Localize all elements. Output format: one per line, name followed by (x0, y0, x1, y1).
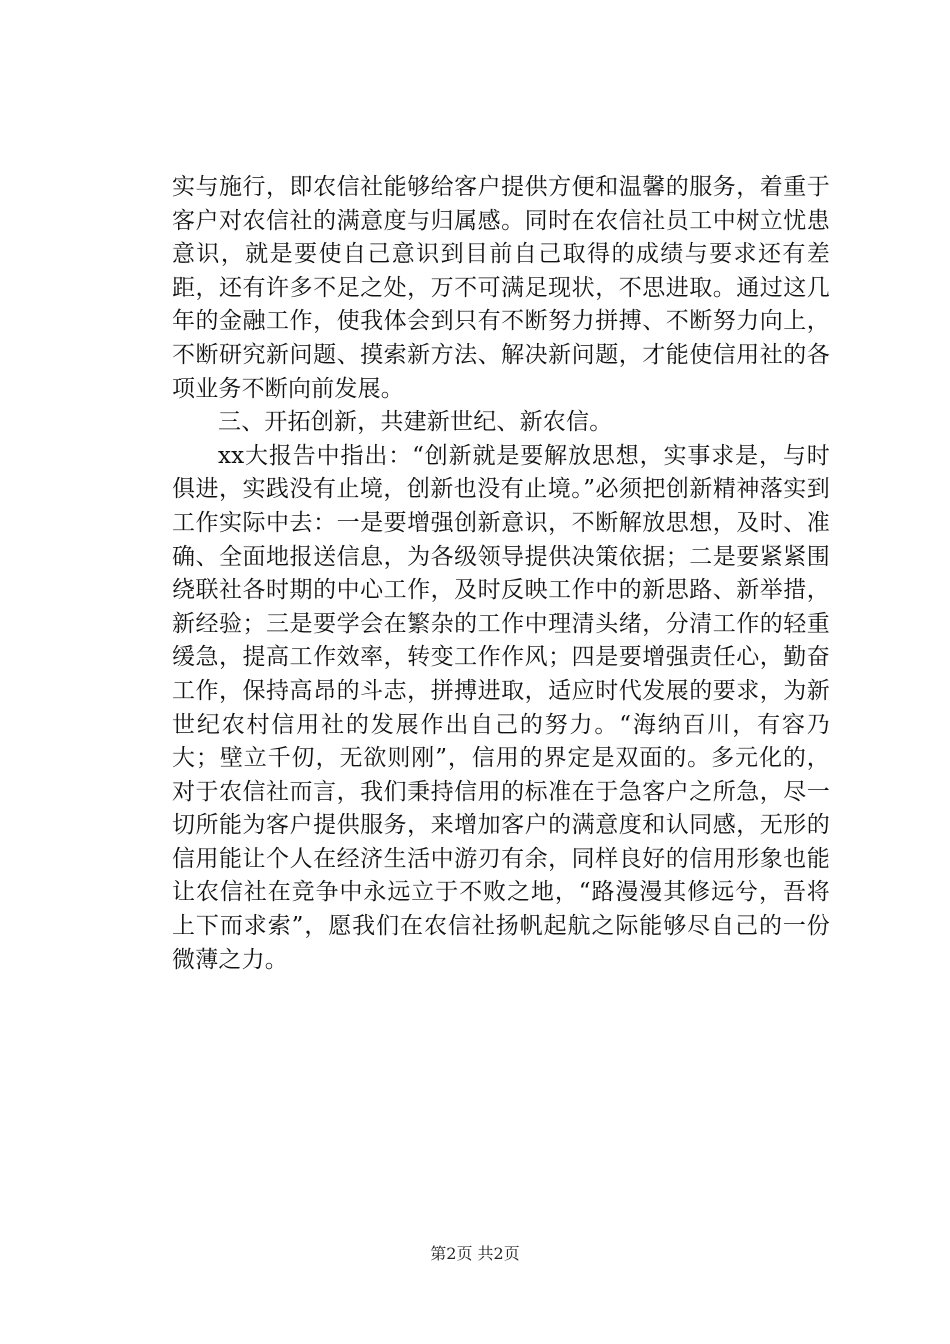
page-number-footer: 第2页 共2页 (430, 1244, 520, 1263)
paragraph-continuation: 实与施行，即农信社能够给客户提供方便和温馨的服务，着重于客户对农信社的满意度与归属感。同时在农信社员工中树立忧患意识，就是要使自己意识到目前自己取得的成绩与要求还有差距，还有许多不足之处，万不可满足现状，不思进取。通过这几年的金融工作，使我体会到只有不断努力拼搏、不断努力向上，不断研究新问题、摸索新方法、解决新问题，才能使信用社的各项业务不断向前发展。 (172, 174, 830, 402)
section-heading: 三、开拓创新，共建新世纪、新农信。 (218, 409, 613, 436)
document-body (172, 171, 830, 977)
paragraph-innovation: xx大报告中指出：“创新就是要解放思想，实事求是，与时俱进，实践没有止境，创新也没有止境。”必须把创新精神落实到工作实际中去：一是要增强创新意识，不断解放思想，及时、准确、全面地报送信息，为各级领导提供决策依据；二是要紧紧围绕联社各时期的中心工作，及时反映工作中的新思路、新举措，新经验；三是要学会在繁杂的工作中理清头绪，分清工作的轻重缓急，提高工作效率，转变工作作风；四是要增强责任心，勤奋工作，保持高昂的斗志，拼搏进取，适应时代发展的要求，为新世纪农村信用社的发展作出自己的努力。“海纳百川，有容乃大；壁立千仞，无欲则刚”，信用的界定是双面的。多元化的，对于农信社而言，我们秉持信用的标准在于急客户之所急，尽一切所能为客户提供服务，来增加客户的满意度和认同感，无形的信用能让个人在经济生活中游刃有余，同样良好的信用形象也能让农信社在竞争中永远立于不败之地，“路漫漫其修远兮，吾将上下而求索”，愿我们在农信社扬帆起航之际能够尽自己的一份微薄之力。 (172, 442, 830, 973)
